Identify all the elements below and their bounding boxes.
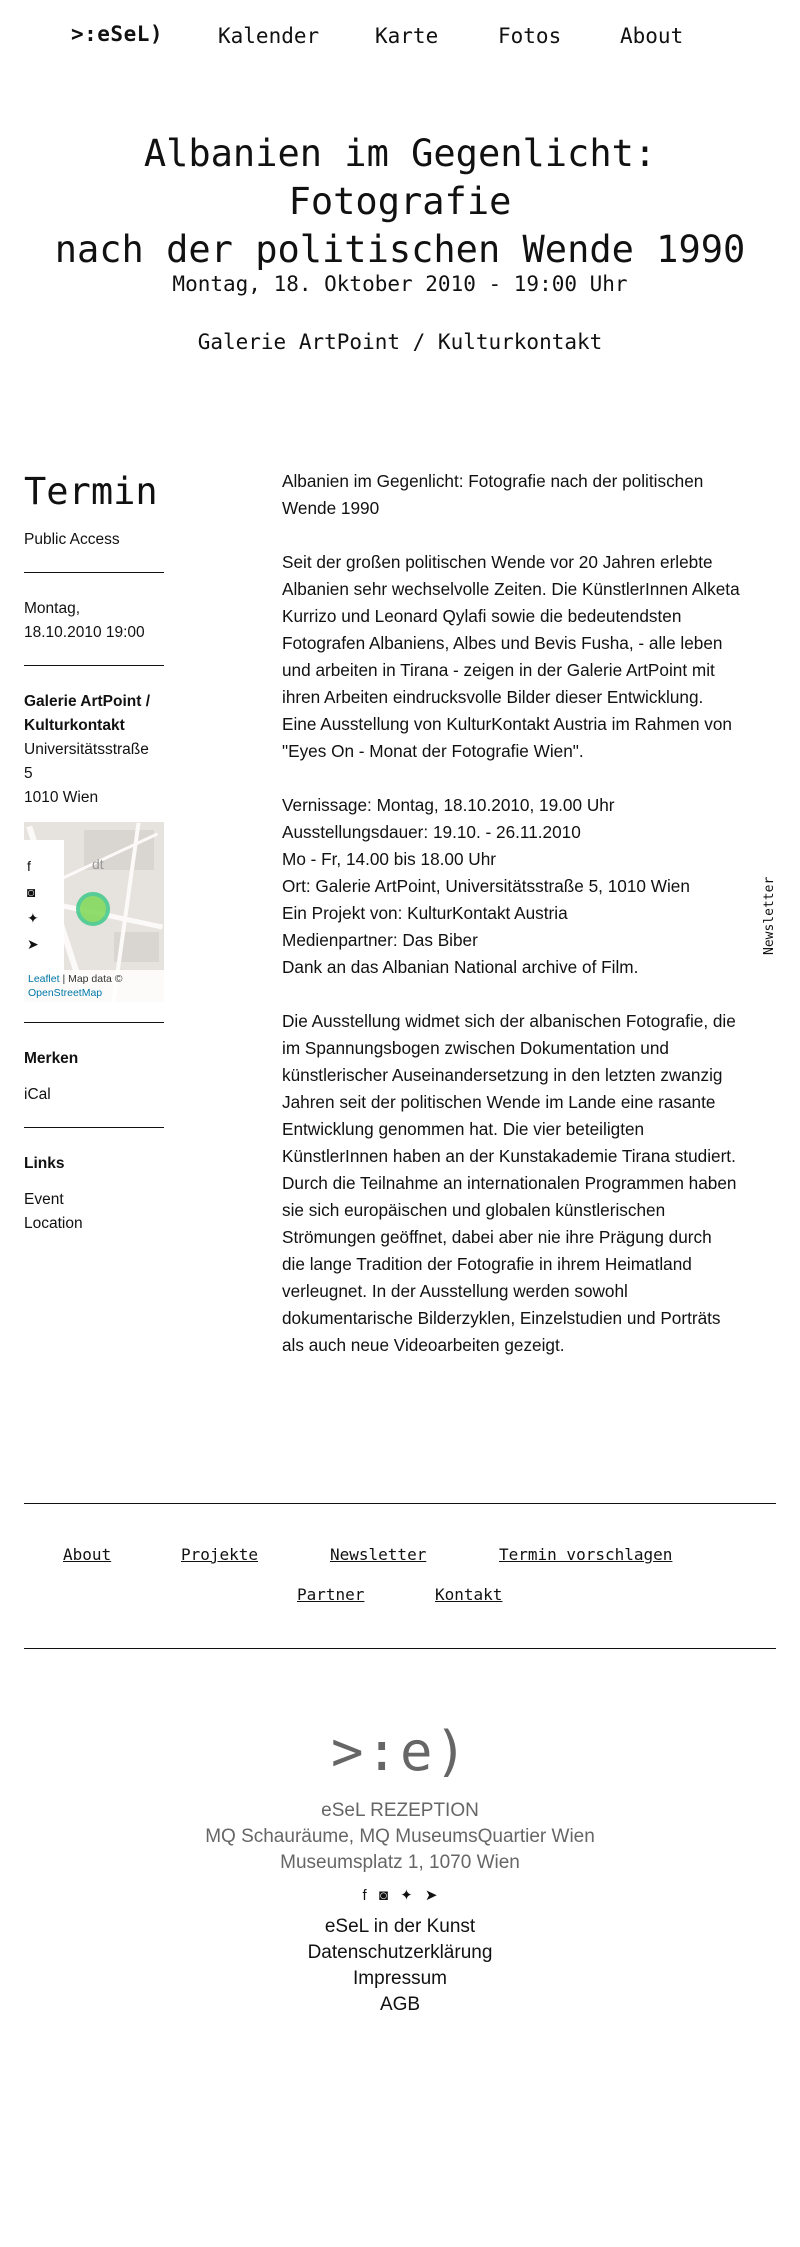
divider xyxy=(24,1127,164,1128)
event-title xyxy=(40,130,760,274)
divider xyxy=(24,1022,164,1023)
footer-link-agb[interactable]: AGB xyxy=(379,1994,421,2015)
merken-heading: Merken xyxy=(24,1050,79,1067)
text-line: Dank an das Albanian National archive of Film. xyxy=(282,957,639,977)
footer-link-esel-in-der-kunst[interactable]: eSeL in der Kunst xyxy=(324,1916,476,1937)
telegram-icon[interactable]: ➤ xyxy=(27,936,39,952)
nav-karte[interactable]: Karte xyxy=(375,24,439,48)
location-map[interactable] xyxy=(24,822,164,1002)
address-street-line: 5 xyxy=(24,765,33,782)
text-line: Durch die Teilnahme an internationalen Programmen haben xyxy=(282,1173,737,1193)
footer-org-name: eSeL REZEPTION xyxy=(321,1800,479,1821)
nav-kalender[interactable]: Kalender xyxy=(218,24,320,48)
text-line: sie sich europäischen und globalen künstlerischen xyxy=(282,1200,666,1220)
event-link[interactable]: Event xyxy=(24,1191,64,1208)
access-label: Public Access xyxy=(24,531,120,548)
text-line: Albanien sehr wechselvolle Zeiten. Die KünstlerInnen Alketa xyxy=(282,579,740,599)
telegram-icon[interactable]: ➤ xyxy=(424,1887,438,1904)
address-street-line: Universitätsstraße xyxy=(24,741,149,758)
text-line: Vernissage: Montag, 18.10.2010, 19.00 Uhr xyxy=(282,795,615,815)
text-line: Die Ausstellung widmet sich der albanischen Fotografie, die xyxy=(282,1011,736,1031)
map-location-marker[interactable] xyxy=(76,892,110,926)
text-line: "Eyes On - Monat der Fotografie Wien". xyxy=(282,741,584,761)
text-line: künstlerischer Auseinandersetzung in den letzten zwanzig xyxy=(282,1065,723,1085)
footer-address-line: Museumsplatz 1, 1070 Wien xyxy=(280,1852,520,1873)
venue-name-line[interactable]: Kulturkontakt xyxy=(24,717,125,734)
footer-divider xyxy=(24,1648,776,1649)
sidebar-date-line: Montag, xyxy=(24,600,81,617)
description-paragraph xyxy=(282,1008,780,1359)
map-attribution xyxy=(24,970,164,1002)
text-line: Albanien im Gegenlicht: Fotografie nach der politischen xyxy=(282,471,704,491)
text-line: Wende 1990 xyxy=(282,498,380,518)
event-sidebar xyxy=(24,470,164,1236)
footer-link-newsletter[interactable]: Newsletter xyxy=(330,1545,427,1564)
text-line: Strömungen geöffnet, dabei aber nie ihre Prägung durch xyxy=(282,1227,712,1247)
text-line: als auch neue Videoarbeiten gezeigt. xyxy=(282,1335,565,1355)
event-venue[interactable]: Galerie ArtPoint / Kulturkontakt xyxy=(197,330,603,354)
footer-address-line: MQ Schauräume, MQ MuseumsQuartier Wien xyxy=(205,1826,595,1847)
map-district-label: dt xyxy=(92,856,104,872)
instagram-icon[interactable]: ◙ xyxy=(378,1887,388,1904)
leaflet-link[interactable]: Leaflet xyxy=(28,973,60,985)
text-line: ihren Arbeiten eindrucksvolle Bilder dieser Entwicklung. xyxy=(282,687,704,707)
event-date: Montag, 18. Oktober 2010 - 19:00 Uhr xyxy=(172,272,628,296)
text-line: Ein Projekt von: KulturKontakt Austria xyxy=(282,903,568,923)
footer-link-partner[interactable]: Partner xyxy=(297,1585,365,1604)
footer-logo[interactable]: >:e) xyxy=(330,1720,470,1783)
site-logo[interactable]: >:eSeL) xyxy=(71,22,164,46)
text-line: Ort: Galerie ArtPoint, Universitätsstraße 5, 1010 Wien xyxy=(282,876,690,896)
text-line: verleugnet. In der Ausstellung werden sowohl xyxy=(282,1281,628,1301)
venue-name-line[interactable]: Galerie ArtPoint / xyxy=(24,693,151,710)
facebook-icon[interactable]: f xyxy=(362,1887,367,1904)
divider xyxy=(24,572,164,573)
text-line: Mo - Fr, 14.00 bis 18.00 Uhr xyxy=(282,849,496,869)
text-line: Seit der großen politischen Wende vor 20 Jahren erlebte xyxy=(282,552,713,572)
twitter-icon[interactable]: ✦ xyxy=(27,910,39,926)
text-line: und arbeiten in Tirana - zeigen in der Galerie ArtPoint mit xyxy=(282,660,715,680)
location-link[interactable]: Location xyxy=(24,1215,83,1232)
divider xyxy=(24,665,164,666)
description-paragraph xyxy=(282,549,780,765)
text-line: dokumentarische Bilderzyklen, Einzelstudien und Porträts xyxy=(282,1308,721,1328)
footer-link-kontakt[interactable]: Kontakt xyxy=(435,1585,503,1604)
footer-link-datenschutz[interactable]: Datenschutzerklärung xyxy=(307,1942,493,1963)
nav-fotos[interactable]: Fotos xyxy=(498,24,562,48)
description-paragraph xyxy=(282,468,780,522)
footer-link-impressum[interactable]: Impressum xyxy=(353,1968,447,1989)
links-heading: Links xyxy=(24,1155,65,1172)
instagram-icon[interactable]: ◙ xyxy=(27,884,36,900)
text-line: KünstlerInnen haben an der Kunstakademie Tirana studiert. xyxy=(282,1146,736,1166)
footer-link-about[interactable]: About xyxy=(63,1545,112,1564)
text-line: im Spannungsbogen zwischen Dokumentation und xyxy=(282,1038,669,1058)
facebook-icon[interactable]: f xyxy=(27,858,31,874)
nav-about[interactable]: About xyxy=(620,24,684,48)
text-line: Jahren seit der politischen Wende im Lande eine rasante xyxy=(282,1092,716,1112)
text-line: die lange Tradition der Fotografie in ihrem Heimatland xyxy=(282,1254,692,1274)
footer-social-icons xyxy=(0,1886,800,1904)
text-line: Kurrizo und Leonard Qylafi sowie die bedeutendsten xyxy=(282,606,682,626)
newsletter-side-tab[interactable]: Newsletter xyxy=(762,876,777,955)
event-description xyxy=(282,468,780,1386)
event-title-line: Albanien im Gegenlicht: Fotografie xyxy=(143,132,657,223)
text-line: Fotografen Albaniens, Albes und Bevis Fusha, - alle leben xyxy=(282,633,723,653)
openstreetmap-link[interactable]: OpenStreetMap xyxy=(28,987,103,999)
termin-heading: Termin xyxy=(24,470,158,513)
text-line: Ausstellungsdauer: 19.10. - 26.11.2010 xyxy=(282,822,581,842)
event-title-line: nach der politischen Wende 1990 xyxy=(54,228,746,271)
text-line: Eine Ausstellung von KulturKontakt Austria im Rahmen von xyxy=(282,714,732,734)
footer-link-termin-vorschlagen[interactable]: Termin vorschlagen xyxy=(499,1545,673,1564)
map-data-text: | Map data © xyxy=(59,973,123,985)
twitter-icon[interactable]: ✦ xyxy=(400,1887,413,1904)
footer-divider xyxy=(24,1503,776,1504)
text-line: Entwicklung genommen hat. Die vier beteiligten xyxy=(282,1119,645,1139)
footer-link-projekte[interactable]: Projekte xyxy=(181,1545,259,1564)
floating-social-bar xyxy=(24,840,64,975)
sidebar-date-line: 18.10.2010 19:00 xyxy=(24,624,145,641)
top-navigation xyxy=(0,22,800,52)
text-line: Medienpartner: Das Biber xyxy=(282,930,478,950)
description-paragraph xyxy=(282,792,780,981)
ical-link[interactable]: iCal xyxy=(24,1086,51,1103)
address-city: 1010 Wien xyxy=(24,789,99,806)
